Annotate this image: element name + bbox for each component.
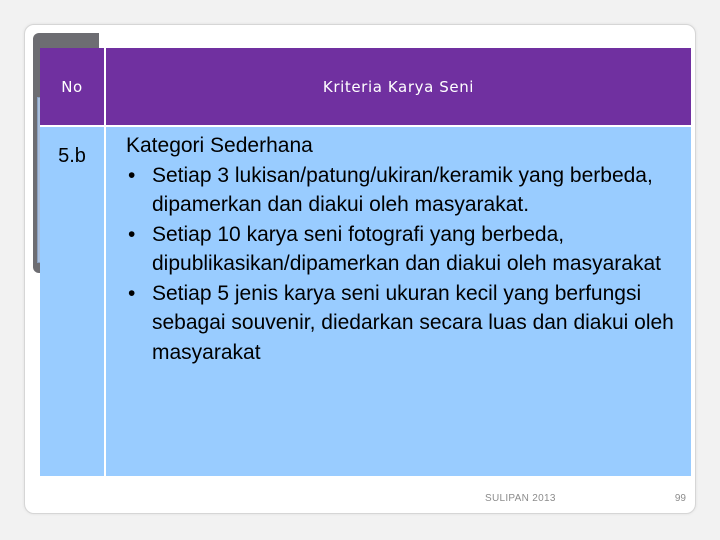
- table-row: [40, 127, 691, 476]
- header-cell-criteria: Kriteria Karya Seni: [322, 77, 475, 96]
- list-item: [126, 161, 686, 220]
- bullet-dot-icon: •: [128, 222, 136, 246]
- footer-text: SULIPAN 2013: [485, 493, 556, 504]
- criteria-table: [40, 48, 691, 476]
- criteria-list: [126, 161, 686, 368]
- bullet-dot-icon: •: [128, 281, 136, 305]
- list-item-text: Setiap 3 lukisan/patung/ukiran/keramik yang berbeda, dipamerkan dan diakui oleh masyarakat.: [152, 163, 653, 216]
- row-divider: [40, 125, 691, 127]
- category-title: Kategori Sederhana: [126, 134, 313, 157]
- list-item-text: Setiap 5 jenis karya seni ukuran kecil yang berfungsi sebagai souvenir, diedarkan secara luas dan diakui oleh masyarakat: [152, 281, 674, 364]
- criteria-cell: [126, 131, 686, 367]
- list-item: [126, 279, 686, 368]
- header-cell-no: No: [61, 77, 83, 96]
- bullet-dot-icon: •: [128, 163, 136, 187]
- list-item: [126, 220, 686, 279]
- page-number: 99: [674, 493, 686, 504]
- row-number-cell: 5.b: [58, 145, 86, 167]
- list-item-text: Setiap 10 karya seni fotografi yang berbeda, dipublikasikan/dipamerkan dan diakui oleh masyarakat: [152, 222, 661, 275]
- column-divider: [104, 48, 106, 476]
- table-header-row: [40, 48, 691, 125]
